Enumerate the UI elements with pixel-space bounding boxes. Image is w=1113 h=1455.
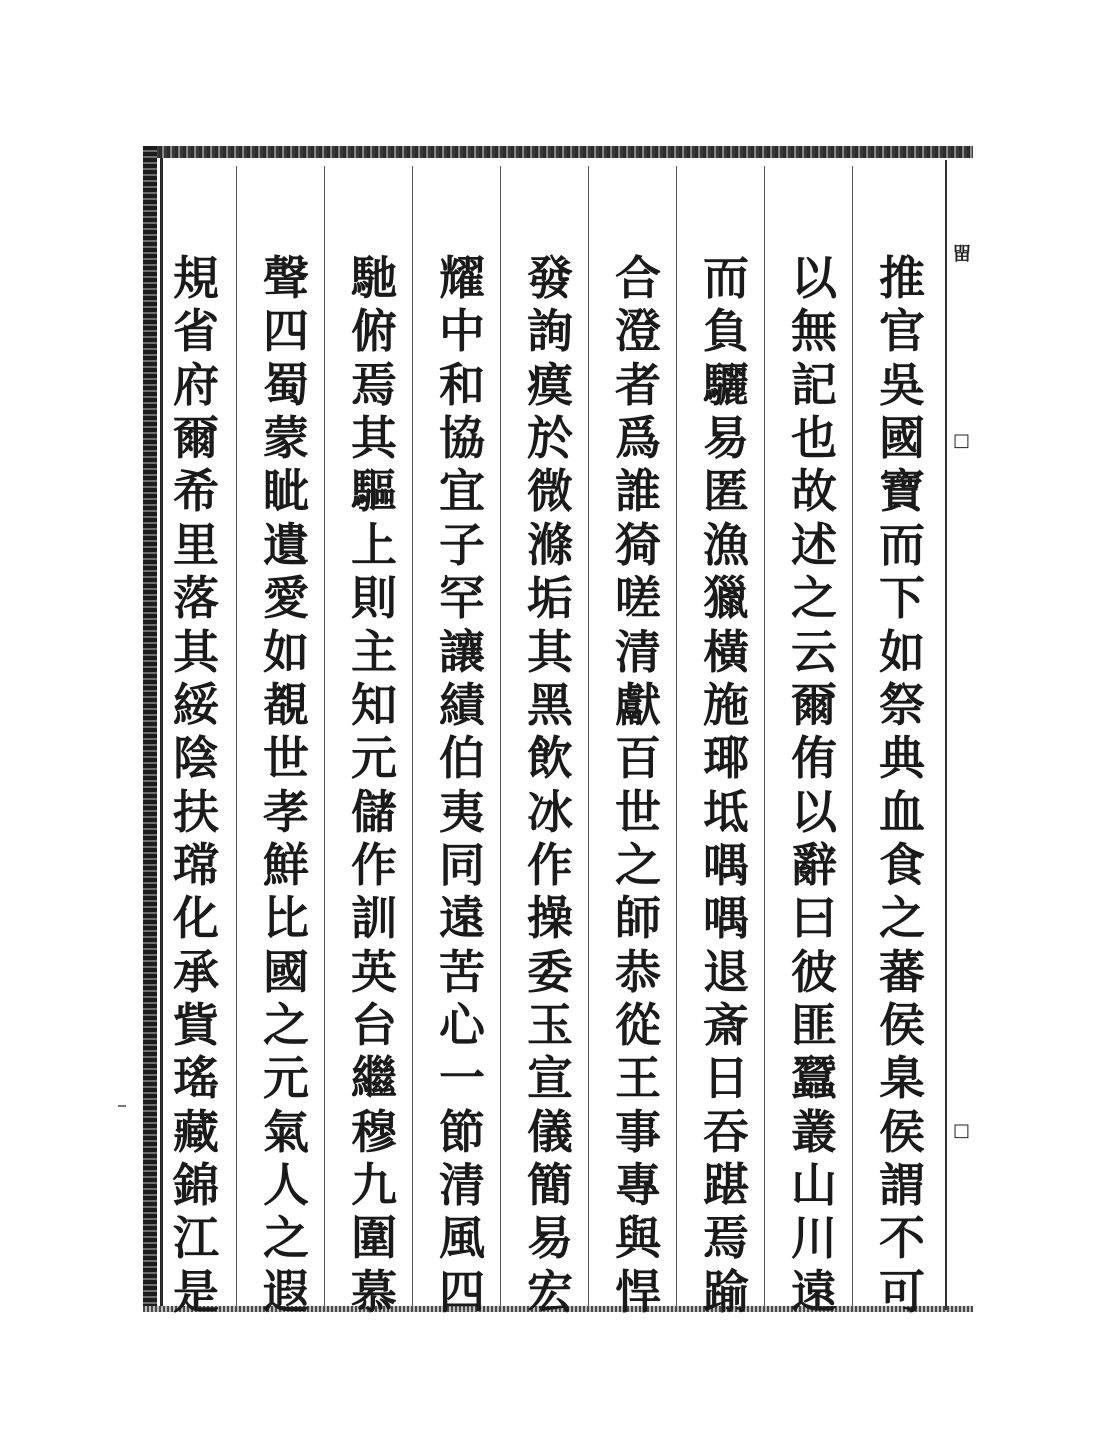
column-character: 圍 bbox=[351, 1211, 397, 1266]
column-character: 和 bbox=[439, 357, 485, 412]
frame-top-border bbox=[143, 146, 973, 158]
column-character: 瑤 bbox=[173, 1051, 219, 1106]
column-character: 元 bbox=[351, 731, 397, 786]
text-column-6 bbox=[430, 251, 494, 1319]
column-character: 伯 bbox=[439, 731, 485, 786]
column-character: 世 bbox=[615, 784, 661, 839]
column-character: 國 bbox=[263, 944, 309, 999]
column-character: 從 bbox=[615, 998, 661, 1053]
column-character: 上 bbox=[351, 517, 397, 572]
column-character: 化 bbox=[173, 891, 219, 946]
column-character: 師 bbox=[615, 891, 661, 946]
text-column-1 bbox=[870, 251, 934, 1319]
column-character: 易 bbox=[703, 411, 749, 466]
column-character: 同 bbox=[439, 837, 485, 892]
column-character: 錦 bbox=[173, 1158, 219, 1213]
column-character: 愛 bbox=[263, 571, 309, 626]
column-character: 清 bbox=[439, 1158, 485, 1213]
column-character: 誰 bbox=[615, 464, 661, 519]
text-column-9 bbox=[164, 251, 228, 1319]
column-character: 世 bbox=[263, 731, 309, 786]
column-character: 悍 bbox=[615, 1264, 661, 1319]
column-character: 眦 bbox=[263, 464, 309, 519]
frame-left-border bbox=[143, 146, 157, 1312]
column-character: 嗟 bbox=[615, 571, 661, 626]
column-character: 祭 bbox=[879, 677, 925, 732]
margin-divider bbox=[945, 160, 947, 1310]
column-character: 蜀 bbox=[263, 357, 309, 412]
column-character: 焉 bbox=[703, 1211, 749, 1266]
column-character: 簡 bbox=[527, 1158, 573, 1213]
column-character: 蕃 bbox=[879, 944, 925, 999]
column-character: 落 bbox=[173, 571, 219, 626]
column-character: 爾 bbox=[173, 411, 219, 466]
column-character: 蠶 bbox=[791, 1051, 837, 1106]
column-character: 績 bbox=[439, 677, 485, 732]
column-character: 記 bbox=[791, 357, 837, 412]
column-character: 不 bbox=[879, 1211, 925, 1266]
column-character: 云 bbox=[791, 624, 837, 679]
column-character: 清 bbox=[615, 624, 661, 679]
column-character: 瑺 bbox=[173, 837, 219, 892]
column-character: 九 bbox=[351, 1158, 397, 1213]
column-character: 如 bbox=[879, 624, 925, 679]
column-character: 瑘 bbox=[703, 731, 749, 786]
margin-fragment: 㽞 bbox=[953, 244, 971, 265]
column-character: 黑 bbox=[527, 677, 573, 732]
column-character: 規 bbox=[173, 251, 219, 305]
column-character: 彼 bbox=[791, 944, 837, 999]
column-character: 扶 bbox=[173, 784, 219, 839]
column-character: 一 bbox=[439, 1051, 485, 1106]
column-character: 玉 bbox=[527, 998, 573, 1053]
column-character: 繼 bbox=[351, 1051, 397, 1106]
column-character: 遠 bbox=[791, 1264, 837, 1319]
column-character: 節 bbox=[439, 1104, 485, 1159]
column-character: 於 bbox=[527, 411, 573, 466]
column-character: 則 bbox=[351, 571, 397, 626]
column-character: 宏 bbox=[527, 1264, 573, 1319]
column-character: 聲 bbox=[263, 251, 309, 305]
column-character: 遠 bbox=[439, 891, 485, 946]
column-character: 施 bbox=[703, 677, 749, 732]
column-character: 陰 bbox=[173, 731, 219, 786]
column-character: 如 bbox=[263, 624, 309, 679]
column-character: 謂 bbox=[879, 1158, 925, 1213]
column-character: 踸 bbox=[703, 1158, 749, 1213]
column-character: 滌 bbox=[527, 517, 573, 572]
column-character: 易 bbox=[527, 1211, 573, 1266]
column-character: 而 bbox=[879, 517, 925, 572]
column-character: 其 bbox=[351, 411, 397, 466]
column-rule bbox=[412, 166, 413, 1306]
column-character: 知 bbox=[351, 677, 397, 732]
column-character: 匿 bbox=[703, 464, 749, 519]
column-character: 退 bbox=[703, 944, 749, 999]
column-character: 山 bbox=[791, 1158, 837, 1213]
column-character: 也 bbox=[791, 411, 837, 466]
column-character: 吳 bbox=[879, 357, 925, 412]
column-character: 孝 bbox=[263, 784, 309, 839]
column-character: 冰 bbox=[527, 784, 573, 839]
column-character: 貲 bbox=[173, 998, 219, 1053]
column-character: 人 bbox=[263, 1158, 309, 1213]
text-column-7 bbox=[342, 251, 406, 1319]
column-character: 中 bbox=[439, 304, 485, 359]
column-character: 以 bbox=[791, 784, 837, 839]
column-character: 協 bbox=[439, 411, 485, 466]
margin-fragment: □ bbox=[953, 1120, 971, 1141]
column-character: 斎 bbox=[703, 998, 749, 1053]
frame-inner-rule bbox=[160, 158, 163, 1306]
column-character: 之 bbox=[263, 1211, 309, 1266]
column-character: 爲 bbox=[615, 411, 661, 466]
column-character: 覩 bbox=[263, 677, 309, 732]
column-rule bbox=[852, 166, 853, 1306]
column-character: 下 bbox=[879, 571, 925, 626]
column-character: 夷 bbox=[439, 784, 485, 839]
column-character: 血 bbox=[879, 784, 925, 839]
column-character: 元 bbox=[263, 1051, 309, 1106]
column-character: 四 bbox=[263, 304, 309, 359]
column-character: 承 bbox=[173, 944, 219, 999]
column-character: 驪 bbox=[703, 357, 749, 412]
column-character: 推 bbox=[879, 251, 925, 305]
column-character: 合 bbox=[615, 251, 661, 305]
column-character: 宜 bbox=[439, 464, 485, 519]
column-character: 之 bbox=[263, 998, 309, 1053]
column-character: 府 bbox=[173, 357, 219, 412]
column-character: 寶 bbox=[879, 464, 925, 519]
column-character: 國 bbox=[879, 411, 925, 466]
column-character: 比 bbox=[263, 891, 309, 946]
column-character: 四 bbox=[439, 1264, 485, 1319]
column-character: 無 bbox=[791, 304, 837, 359]
column-rule bbox=[764, 166, 765, 1306]
column-character: 作 bbox=[351, 837, 397, 892]
column-character: 辭 bbox=[791, 837, 837, 892]
column-character: 俯 bbox=[351, 304, 397, 359]
column-character: 蒙 bbox=[263, 411, 309, 466]
column-character: 日 bbox=[703, 1051, 749, 1106]
column-character: 澄 bbox=[615, 304, 661, 359]
column-character: 微 bbox=[527, 464, 573, 519]
column-character: 鮮 bbox=[263, 837, 309, 892]
column-character: 遐 bbox=[263, 1264, 309, 1319]
column-character: 驅 bbox=[351, 464, 397, 519]
column-character: 馳 bbox=[351, 251, 397, 305]
column-character: 瘼 bbox=[527, 357, 573, 412]
text-column-2 bbox=[782, 251, 846, 1319]
column-character: 儀 bbox=[527, 1104, 573, 1159]
column-character: 百 bbox=[615, 731, 661, 786]
column-character: 藏 bbox=[173, 1104, 219, 1159]
column-character: 苦 bbox=[439, 944, 485, 999]
column-character: 操 bbox=[527, 891, 573, 946]
ink-speck bbox=[118, 1105, 126, 1107]
column-character: 猗 bbox=[615, 517, 661, 572]
column-character: 希 bbox=[173, 464, 219, 519]
column-character: 發 bbox=[527, 251, 573, 305]
margin-strip bbox=[951, 160, 973, 1310]
column-character: 綏 bbox=[173, 677, 219, 732]
column-character: 訓 bbox=[351, 891, 397, 946]
column-character: 專 bbox=[615, 1158, 661, 1213]
column-character: 川 bbox=[791, 1211, 837, 1266]
column-character: 遺 bbox=[263, 517, 309, 572]
column-character: 王 bbox=[615, 1051, 661, 1106]
column-character: 風 bbox=[439, 1211, 485, 1266]
column-character: 穆 bbox=[351, 1104, 397, 1159]
column-character: 喁 bbox=[703, 891, 749, 946]
column-character: 與 bbox=[615, 1211, 661, 1266]
column-character: 官 bbox=[879, 304, 925, 359]
column-character: 慕 bbox=[351, 1264, 397, 1319]
column-character: 江 bbox=[173, 1211, 219, 1266]
column-character: 踰 bbox=[703, 1264, 749, 1319]
column-character: 氣 bbox=[263, 1104, 309, 1159]
column-character: 曰 bbox=[791, 891, 837, 946]
column-character: 獵 bbox=[703, 571, 749, 626]
column-character: 食 bbox=[879, 837, 925, 892]
column-character: 侯 bbox=[879, 1104, 925, 1159]
text-column-5 bbox=[518, 251, 582, 1319]
column-character: 之 bbox=[615, 837, 661, 892]
column-character: 坻 bbox=[703, 784, 749, 839]
column-character: 垢 bbox=[527, 571, 573, 626]
column-character: 恭 bbox=[615, 944, 661, 999]
text-column-3 bbox=[694, 251, 758, 1319]
column-character: 其 bbox=[527, 624, 573, 679]
column-character: 詢 bbox=[527, 304, 573, 359]
column-character: 橫 bbox=[703, 624, 749, 679]
column-character: 吞 bbox=[703, 1104, 749, 1159]
column-character: 故 bbox=[791, 464, 837, 519]
column-character: 叢 bbox=[791, 1104, 837, 1159]
column-character: 作 bbox=[527, 837, 573, 892]
column-character: 負 bbox=[703, 304, 749, 359]
column-rule bbox=[588, 166, 589, 1306]
column-rule bbox=[236, 166, 237, 1306]
column-character: 其 bbox=[173, 624, 219, 679]
column-character: 漁 bbox=[703, 517, 749, 572]
column-character: 獻 bbox=[615, 677, 661, 732]
column-rule bbox=[324, 166, 325, 1306]
column-character: 心 bbox=[439, 998, 485, 1053]
column-character: 典 bbox=[879, 731, 925, 786]
column-character: 讓 bbox=[439, 624, 485, 679]
column-character: 之 bbox=[791, 571, 837, 626]
column-character: 宣 bbox=[527, 1051, 573, 1106]
column-character: 省 bbox=[173, 304, 219, 359]
column-character: 可 bbox=[879, 1264, 925, 1319]
margin-fragment: □ bbox=[953, 430, 971, 451]
column-character: 喁 bbox=[703, 837, 749, 892]
column-character: 臬 bbox=[879, 1051, 925, 1106]
text-column-4 bbox=[606, 251, 670, 1319]
column-character: 罕 bbox=[439, 571, 485, 626]
column-rule bbox=[500, 166, 501, 1306]
column-character: 儲 bbox=[351, 784, 397, 839]
text-column-8 bbox=[254, 251, 318, 1319]
column-character: 述 bbox=[791, 517, 837, 572]
column-character: 飲 bbox=[527, 731, 573, 786]
column-character: 侑 bbox=[791, 731, 837, 786]
column-character: 英 bbox=[351, 944, 397, 999]
column-character: 台 bbox=[351, 998, 397, 1053]
column-character: 侯 bbox=[879, 998, 925, 1053]
column-character: 焉 bbox=[351, 357, 397, 412]
column-character: 事 bbox=[615, 1104, 661, 1159]
column-character: 耀 bbox=[439, 251, 485, 305]
column-character: 者 bbox=[615, 357, 661, 412]
column-character: 匪 bbox=[791, 998, 837, 1053]
column-character: 委 bbox=[527, 944, 573, 999]
column-character: 子 bbox=[439, 517, 485, 572]
column-character: 里 bbox=[173, 517, 219, 572]
column-character: 是 bbox=[173, 1264, 219, 1319]
column-character: 而 bbox=[703, 251, 749, 305]
column-character: 以 bbox=[791, 251, 837, 305]
column-character: 爾 bbox=[791, 677, 837, 732]
column-character: 主 bbox=[351, 624, 397, 679]
column-character: 之 bbox=[879, 891, 925, 946]
column-rule bbox=[676, 166, 677, 1306]
